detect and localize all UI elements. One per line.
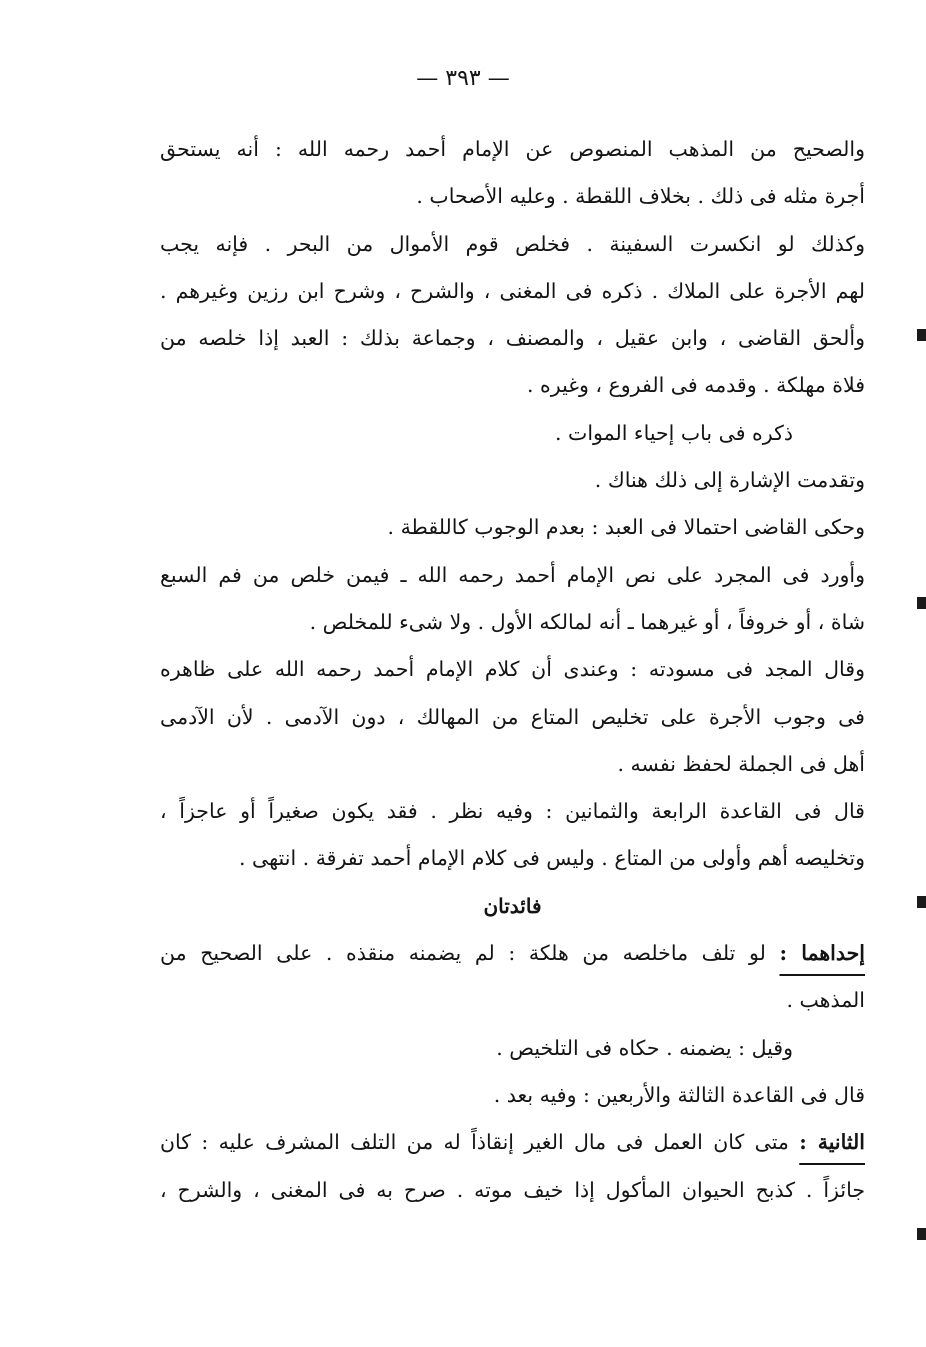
text-fragment: متى كان العمل فى مال الغير إنقاذاً له من التلف المشرف عليه : كان xyxy=(160,1130,800,1155)
text-line: قال فى القاعدة الثالثة والأربعين : وفيه بعد . xyxy=(493,1082,865,1107)
text-fragment: لو تلف ماخلصه من هلكة : لم يضمنه منقذه . على الصحيح من xyxy=(160,941,780,966)
text-line: ذكره فى باب إحياء الموات . xyxy=(555,420,793,445)
text-line: وألحق القاضى ، وابن عقيل ، والمصنف ، وجماعة بذلك : العبد إذا خلصه من xyxy=(160,326,865,351)
text-line: فى وجوب الأجرة على تخليص المتاع من المهالك ، دون الآدمى . لأن الآدمى xyxy=(160,704,865,729)
text-line: لهم الأجرة على الملاك . ذكره فى المغنى ، والشرح ، وشرح ابن رزين وغيرهم . xyxy=(160,278,865,303)
text-line: المذهب . xyxy=(786,988,865,1013)
text-line xyxy=(160,930,865,977)
text-line: شاة ، أو خروفاً ، أو غيرهما ـ أنه لمالكه الأول . ولا شىء للمخلص . xyxy=(309,609,865,634)
text-line: وتقدمت الإشارة إلى ذلك هناك . xyxy=(594,468,865,493)
text-line: فلاة مهلكة . وقدمه فى الفروع ، وغيره . xyxy=(526,373,865,398)
term-label: إحداهما : xyxy=(779,941,865,966)
text-line: وتخليصه أهم وأولى من المتاع . وليس فى كلام الإمام أحمد تفرقة . انتهى . xyxy=(238,846,865,871)
term-label: الثانية : xyxy=(799,1130,865,1155)
page-number: — ٣٩٣ — xyxy=(416,66,510,91)
text-line: والصحيح من المذهب المنصوص عن الإمام أحمد رحمه الله : أنه يستحق xyxy=(160,137,865,161)
scan-edge-mark xyxy=(917,896,926,908)
text-line: وكذلك لو انكسرت السفينة . فخلص قوم الأموال من البحر . فإنه يجب xyxy=(160,231,865,256)
text-line: وحكى القاضى احتمالا فى العبد : بعدم الوجوب كاللقطة . xyxy=(387,515,865,540)
text-line: أجرة مثله فى ذلك . بخلاف اللقطة . وعليه الأصحاب . xyxy=(416,184,865,209)
scan-edge-mark xyxy=(917,597,926,609)
scan-edge-mark xyxy=(917,1228,926,1240)
section-heading: فائدتان xyxy=(483,893,542,918)
scan-edge-mark xyxy=(917,329,926,341)
text-line: وقال المجد فى مسودته : وعندى أن كلام الإمام أحمد رحمه الله على ظاهره xyxy=(160,657,865,682)
text-line: أهل فى الجملة لحفظ نفسه . xyxy=(617,751,865,776)
body-text xyxy=(160,126,865,1214)
text-line: وقيل : يضمنه . حكاه فى التلخيص . xyxy=(496,1035,793,1060)
text-line: قال فى القاعدة الرابعة والثمانين : وفيه نظر . فقد يكون صغيراً أو عاجزاً ، xyxy=(160,799,865,824)
text-line: جائزاً . كذبح الحيوان المأكول إذا خيف موته . صرح به فى المغنى ، والشرح ، xyxy=(160,1177,865,1202)
text-line xyxy=(160,1119,865,1166)
text-line: وأورد فى المجرد على نص الإمام أحمد رحمه الله ـ فيمن خلص من فم السبع xyxy=(160,562,865,587)
